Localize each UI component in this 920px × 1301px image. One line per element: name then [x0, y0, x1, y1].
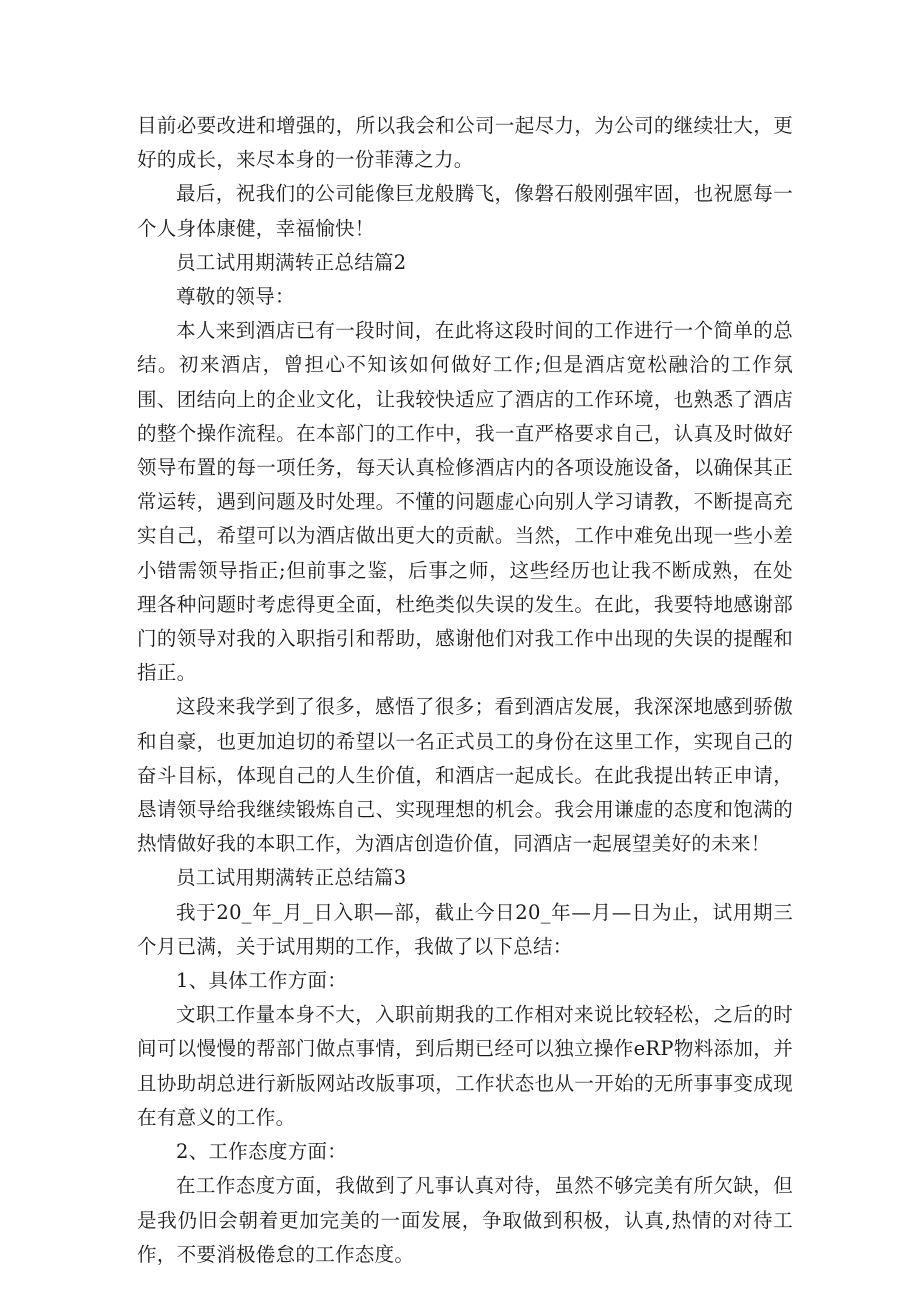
section-heading-2: 员工试用期满转正总结篇2 [176, 250, 407, 274]
paragraph-2: 最后，祝我们的公司能像巨龙般腾飞，像磐石般刚强牢固，也祝愿每一个人身体康健，幸福愉快！ [137, 182, 793, 240]
subheading-1: 1、具体工作方面： [176, 969, 348, 993]
section-heading-3: 员工试用期满转正总结篇3 [176, 866, 407, 890]
subheading-2: 2、工作态度方面： [176, 1140, 348, 1164]
paragraph-4: 这段来我学到了很多，感悟了很多；看到酒店发展，我深深地感到骄傲和自豪，也更加迫切的希望以一名正式员工的身份在这里工作，实现自己的奋斗目标，体现自己的人生价值，和酒店一起成长。在此我提出转正申请，恳请领导给我继续锻炼自己、实现理想的机会。我会用谦虚的态度和饱满的热情做好我的本职工作，为酒店创造价值，同酒店一起展望美好的未来！ [137, 695, 793, 856]
paragraph-5: 我于20_年_月_日入职—部，截止今日20_年—月—日为止，试用期三个月已满，关于试用期的工作，我做了以下总结： [137, 900, 793, 958]
paragraph-7: 在工作态度方面，我做到了凡事认真对待，虽然不够完美有所欠缺，但是我仍旧会朝着更加完美的一面发展，争取做到积极，认真,热情的对待工作，不要消极倦怠的工作态度。 [137, 1174, 793, 1266]
document-body [137, 109, 793, 1272]
paragraph-3: 本人来到酒店已有一段时间，在此将这段时间的工作进行一个简单的总结。初来酒店，曾担心不知该如何做好工作;但是酒店宽松融洽的工作氛围、团结向上的企业文化，让我较快适应了酒店的工作环境，也熟悉了酒店的整个操作流程。在本部门的工作中，我一直严格要求自己，认真及时做好领导布置的每一项任务，每天认真检修酒店内的各项设施设备，以确保其正常运转，遇到问题及时处理。不懂的问题虚心向别人学习请教，不断提高充实自己，希望可以为酒店做出更大的贡献。当然，工作中难免出现一些小差小错需领导指正;但前事之鉴，后事之师，这些经历也让我不断成熟，在处理各种问题时考虑得更全面，杜绝类似失误的发生。在此，我要特地感谢部门的领导对我的入职指引和帮助，感谢他们对我工作中出现的失误的提醒和指正。 [137, 319, 793, 685]
paragraph-6: 文职工作量本身不大，入职前期我的工作相对来说比较轻松，之后的时间可以慢慢的帮部门做点事情，到后期已经可以独立操作eRP物料添加，并且协助胡总进行新版网站改版事项，工作状态也从一开始的无所事事变成现在有意义的工作。 [137, 1003, 793, 1129]
paragraph-1: 目前必要改进和增强的，所以我会和公司一起尽力，为公司的继续壮大，更好的成长，来尽本身的一份菲薄之力。 [137, 114, 793, 172]
salutation: 尊敬的领导： [176, 285, 295, 309]
